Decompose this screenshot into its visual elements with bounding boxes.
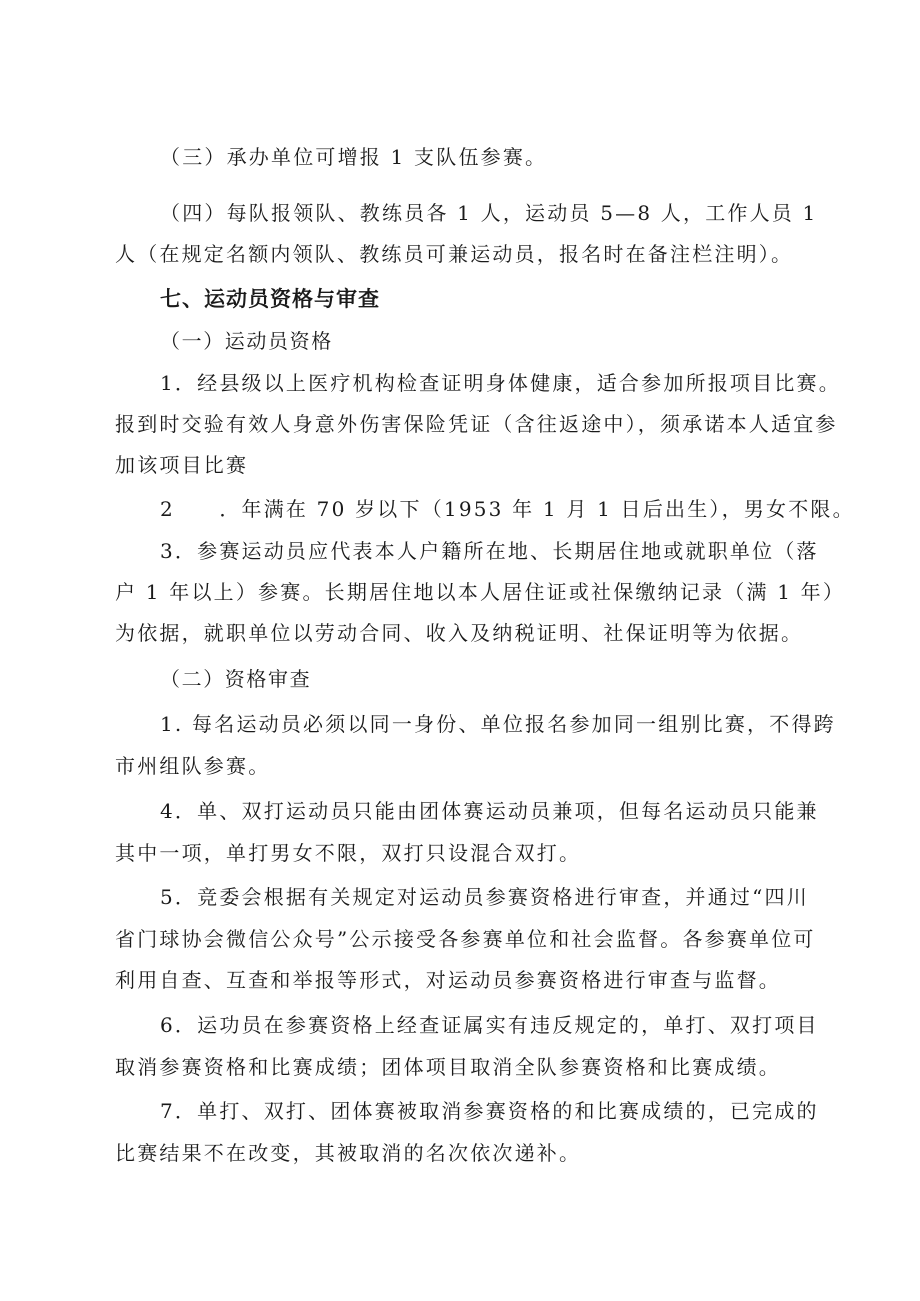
paragraph-team-quota-line2: 人（在规定名额内领队、教练员可兼运动员，报名时在备注栏注明）。 <box>115 242 794 266</box>
subheading-athlete-qualification: （一）运动员资格 <box>160 329 333 353</box>
item-violation-line1: 6．运功员在参赛资格上经查证属实有违反规定的，单打、双打项目 <box>160 1013 819 1037</box>
item-same-identity-line2: 市州组队参赛。 <box>115 754 271 778</box>
item-violation-line2: 取消参赛资格和比赛成绩；团体项目取消全队参赛资格和比赛成绩。 <box>115 1055 781 1079</box>
item-results-line2: 比赛结果不在改变，其被取消的名次依次递补。 <box>115 1141 582 1165</box>
item-residence-line1: 3．参赛运动员应代表本人户籍所在地、长期居住地或就职单位（落 <box>160 539 819 563</box>
item-health-line3: 加该项目比赛 <box>115 453 249 477</box>
item-health-line1: 1．经县级以上医疗机构检查证明身体健康，适合参加所报项目比赛。 <box>160 371 841 395</box>
section-heading-athlete-qualification: 七、运动员资格与审查 <box>160 287 380 311</box>
item-health-line2: 报到时交验有效人身意外伤害保险凭证（含往返途中），须承诺本人适宜参 <box>115 412 838 436</box>
item-review-line2: 省门球协会微信公众号”公示接受各参赛单位和社会监督。各参赛单位可 <box>115 927 816 951</box>
item-review-line1: 5．竞委会根据有关规定对运动员参赛资格进行审查，并通过“四川 <box>160 885 809 909</box>
paragraph-team-quota-line1: （四）每队报领队、教练员各 1 人，运动员 5—8 人，工作人员 1 <box>160 201 818 225</box>
item-residence-line2: 户 1 年以上）参赛。长期居住地以本人居住证或社保缴纳记录（满 1 年） <box>115 580 846 604</box>
item-age-limit: 2 ．年满在 70 岁以下（1953 年 1 月 1 日后出生），男女不限。 <box>160 497 855 521</box>
item-doubles-line1: 4．单、双打运动员只能由团体赛运动员兼项，但每名运动员只能兼 <box>160 799 819 823</box>
paragraph-team-extra: （三）承办单位可增报 1 支队伍参赛。 <box>160 145 548 169</box>
item-residence-line3: 为依据，就职单位以劳动合同、收入及纳税证明、社保证明等为依据。 <box>115 621 804 645</box>
item-results-line1: 7．单打、双打、团体赛被取消参赛资格的和比赛成绩的，已完成的 <box>160 1099 819 1123</box>
item-same-identity-line1: 1. 每名运动员必须以同一身份、单位报名参加同一组别比赛，不得跨 <box>160 712 836 736</box>
item-review-line3: 利用自查、互查和举报等形式，对运动员参赛资格进行审查与监督。 <box>115 968 781 992</box>
item-doubles-line2: 其中一项，单打男女不限，双打只设混合双打。 <box>115 841 582 865</box>
subheading-qualification-review: （二）资格审查 <box>160 667 312 691</box>
